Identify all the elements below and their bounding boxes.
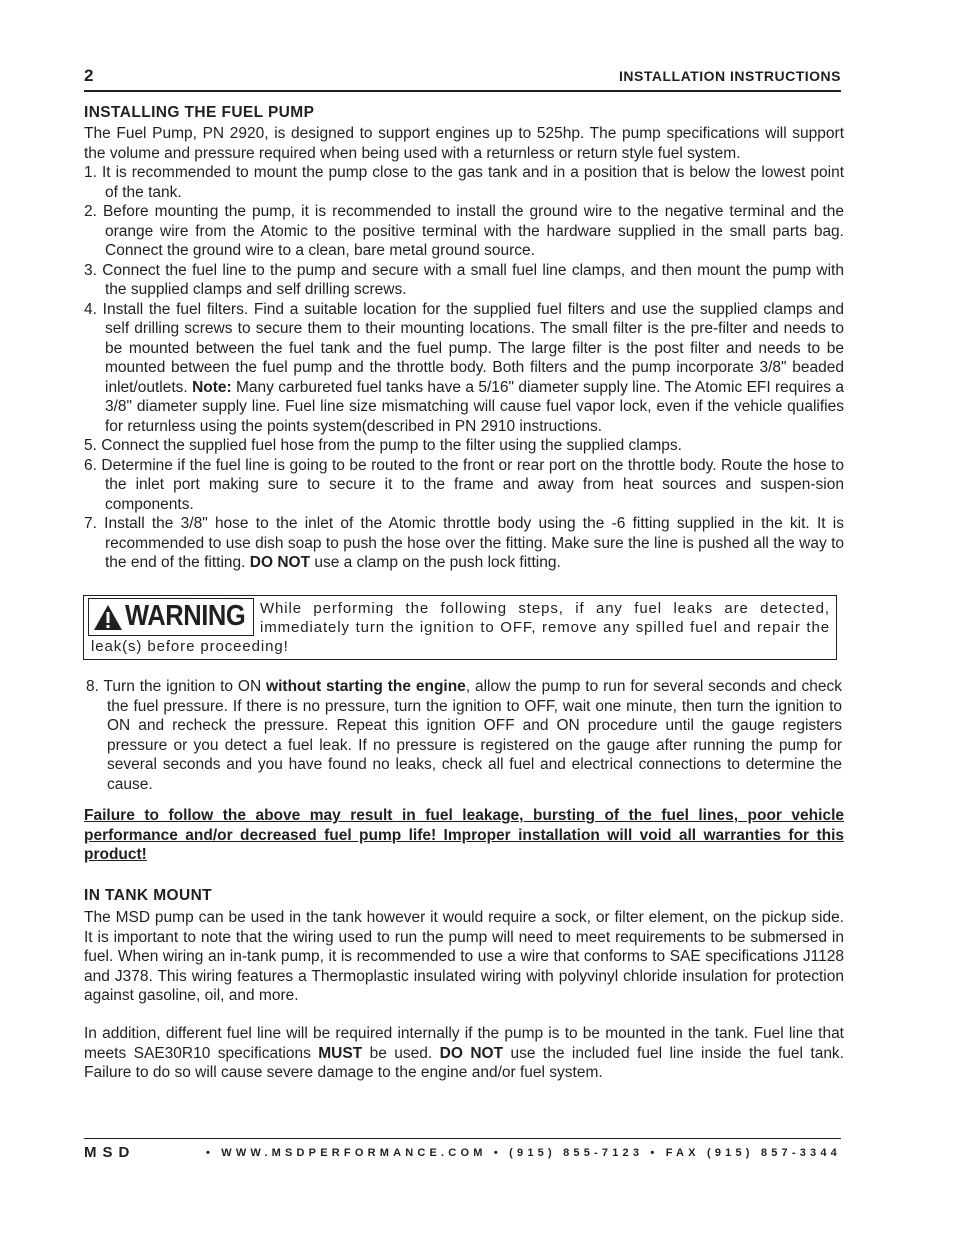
in-tank-paragraph-1: The MSD pump can be used in the tank however it would require a sock, or filter element, on the pickup side. It is important to note that the wiring used to run the pump will need to meet requirements to be submersed in fuel. When wiring an in-tank pump, it is recommended to use a wire that conforms to SAE specifications J1128 and J378. This wiring features a Thermoplastic insulated wiring with polyvinyl chloride insulation for protection against gasoline, oil, and more. bbox=[84, 909, 844, 1004]
page-footer bbox=[84, 1138, 841, 1165]
header-title: INSTALLATION INSTRUCTIONS bbox=[619, 68, 841, 84]
section-heading-fuel-pump: INSTALLING THE FUEL PUMP bbox=[84, 104, 315, 121]
failure-notice: Failure to follow the above may result in fuel leakage, bursting of the fuel lines, poor vehicle performance and/or decreased fuel pump life! Improper installation will void all warranties for this product! bbox=[84, 807, 844, 863]
in-tank-paragraph-2: In addition, different fuel line will be required internally if the pump is to be mounted in the tank. Fuel line that meets SAE30R10 specifications MUST be used. DO NOT use the included fuel line inside the fuel tank. Failure to do so will cause severe damage to the engine and/or fuel system. bbox=[84, 1025, 844, 1081]
page-number: 2 bbox=[84, 66, 94, 85]
brand-name: MSD bbox=[84, 1144, 136, 1161]
warning-triangle-icon bbox=[93, 604, 123, 631]
section-heading-in-tank: IN TANK MOUNT bbox=[84, 887, 213, 904]
list-item: 3. Connect the fuel line to the pump and secure with a small fuel line clamps, and then mount the pump with the supplied clamps and self drilling screws. bbox=[84, 261, 844, 298]
list-item: 7. Install the 3/8" hose to the inlet of the Atomic throttle body using the -6 fitting supplied in the kit. It is recommended to use dish soap to push the hose over the fitting. Make sure the line is pushed all the way to the end of the fitting. DO NOT use a clamp on the push lock fitting. bbox=[84, 515, 844, 571]
list-item: 5. Connect the supplied fuel hose from the pump to the filter using the supplied clamps. bbox=[84, 437, 682, 454]
list-item: 4. Install the fuel filters. Find a suitable location for the supplied fuel filters and use the supplied clamps and self drilling screws to secure them to their mounting locations. The small filter is the pre-filter and needs to be mounted between the fuel tank and the fuel pump. The large filter is the post filter and needs to be mounted between the fuel pump and the throttle body. Both filters and the pump incorporate 3/8" beaded inlet/outlets. Note: Many carbureted fuel tanks have a 5/16" diameter supply line. The Atomic EFI requires a 3/8" diameter supply line. Fuel line size mismatching will cause fuel vapor lock, even if the vehicle qualifies for returnless using the points system(described in PN 2910 instructions. bbox=[84, 300, 844, 435]
warning-label: WARNING bbox=[125, 600, 246, 632]
contact-line: • WWW.MSDPERFORMANCE.COM • (915) 855-7123 • FAX (915) 857-3344 bbox=[205, 1147, 841, 1159]
list-item: 6. Determine if the fuel line is going to be routed to the front or rear port on the throttle body. Route the hose to the inlet port making sure to secure it to the frame and away from heat sources and suspen-sion components. bbox=[84, 456, 844, 513]
page-header bbox=[84, 64, 841, 92]
warning-text: While performing the following steps, if any fuel leaks are detected, immediately turn the ignition to OFF, remove any spilled fuel and repair the leak(s) before proceeding! bbox=[91, 600, 830, 655]
intro-paragraph: The Fuel Pump, PN 2920, is designed to support engines up to 525hp. The pump specifications will support the volume and pressure required when being used with a returnless or return style fuel system. bbox=[84, 125, 844, 162]
warning-badge bbox=[88, 598, 254, 636]
list-item: 8. Turn the ignition to ON without starting the engine, allow the pump to run for several seconds and check the fuel pressure. If there is no pressure, turn the ignition to OFF, wait one minute, then turn the ignition to ON and recheck the pressure. Repeat this ignition OFF and ON procedure until the gauge registers pressure or you detect a fuel leak. If no pressure is registered on the gauge after running the pump for several seconds and you have found no leaks, check all fuel and electrical connections to determine the cause. bbox=[86, 678, 842, 793]
list-item: 1. It is recommended to mount the pump close to the gas tank and in a position that is below the lowest point of the tank. bbox=[84, 164, 844, 201]
step-8-list bbox=[86, 677, 842, 794]
warning-box bbox=[83, 595, 837, 660]
install-steps-list bbox=[84, 163, 844, 573]
list-item: 2. Before mounting the pump, it is recommended to install the ground wire to the negative terminal and the orange wire from the Atomic to the positive terminal with the hardware supplied in the small parts bag. Connect the ground wire to a clean, bare metal ground source. bbox=[84, 203, 844, 259]
